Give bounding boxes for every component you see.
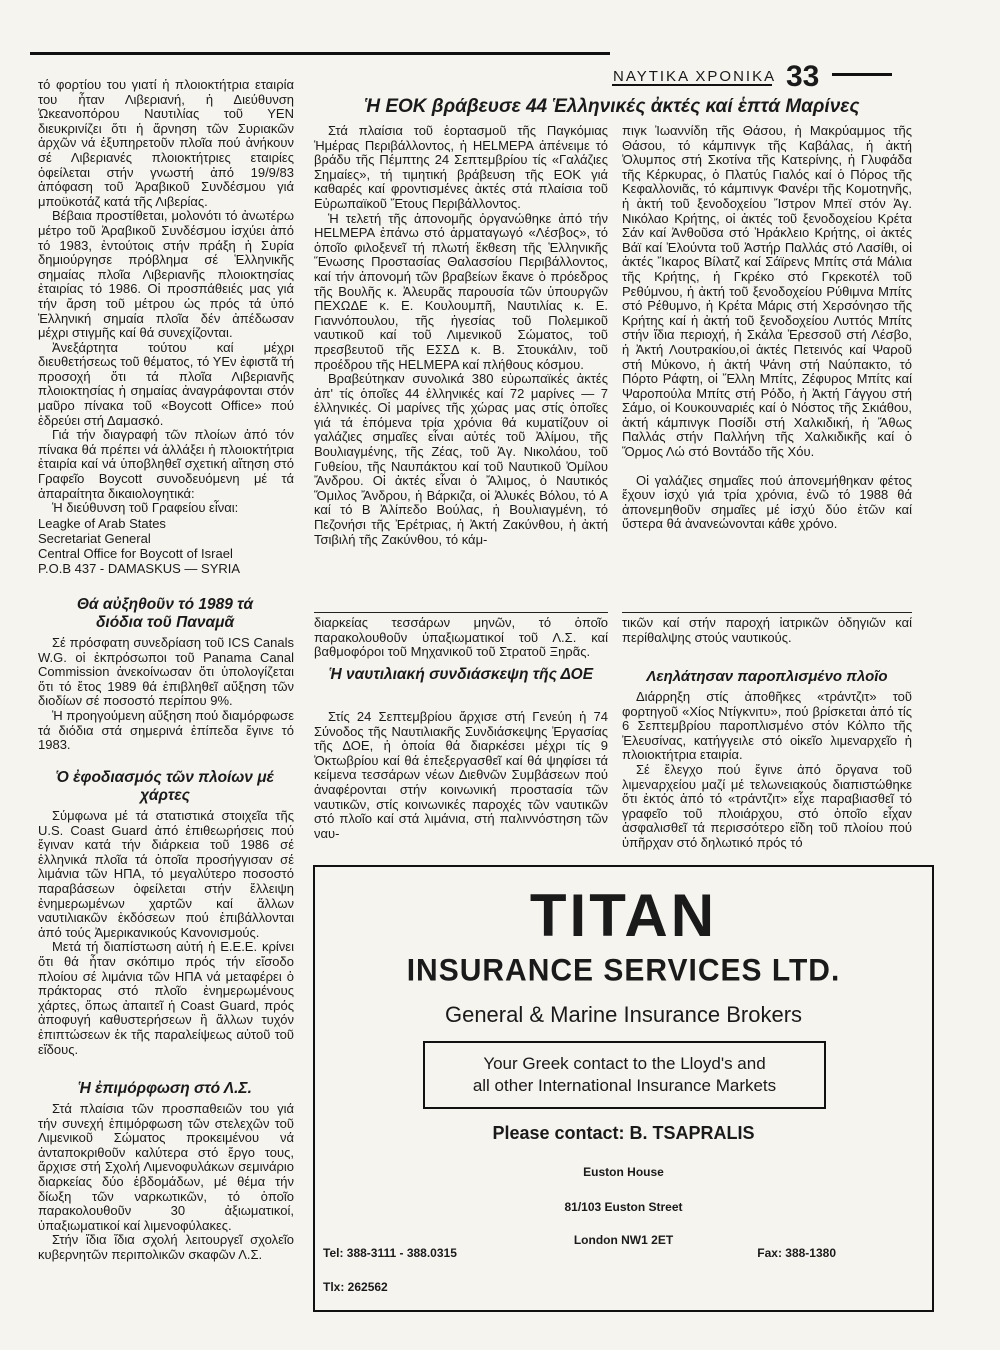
col1-headline-panama: Θά αὐξηθοῦν τό 1989 τά διόδια τοῦ Παναμᾶ [76,596,254,631]
ad-box-line: all other International Insurance Markets [472,1076,777,1095]
running-title: ΝΑΥΤΙΚΑ ΧΡΟΝΙΚΑ [613,68,777,85]
col2-divider [314,612,608,613]
col2-paragraph: Στίς 24 Σεπτεμβρίου ἄρχισε στή Γενεύη ἡ 74 Σύνοδος τῆς Ναυτιλιακῆς Συνδιάσκεψης Ἐργασίας τῆς ΔΟΕ, ἡ ὁποία θά διαρκέσει μέχρι τίς 9 Ὀκτωβρίου καί θά ἐπεξεργασθεῖ καί θά ψηφίσει τά κείμενα τεσσάρων νέων Διεθνῶν Συμβάσεων πού ἀναφέρονται στήν κοινωνική προστασία τῶν ναυτικῶν, στίς κοινωνικές παροχές τῶν ναυτικῶν στό πλοῖο καί στά λιμάνια, στή παλιννόστηση τῶν ναυ- [314,709,608,841]
column-1-panama [38,636,294,753]
col2-paragraph: Στά πλαίσια τοῦ ἑορτασμοῦ τῆς Παγκόμιας Ἡμέρας Περιβάλλοντος, ἡ HELMEPA ἀπένειμε τό βράδυ τῆς Πέμπτης 24 Σεπτεμβρίου τίς «Γαλάζιες Σημαίες», τή τιμητική βράβευση τῆς ΕΟΚ γιά καθαρές καί φροντισμένες ἀκτές στά πλαίσια τοῦ Εὐρωπαϊκοῦ Ἔτους Περιβάλλοντος. [314,123,608,211]
column-3-looting [622,690,912,851]
col2-continuation: διαρκείας τεσσάρων μηνῶν, τό ὁποῖο παρακολουθοῦν ὑπαξιωματικοί τοῦ Λ.Σ. καί βαθμοφόροι τοῦ Μηχανικοῦ τοῦ Στρατοῦ Ξηρᾶς. [314,615,608,660]
ad-company: INSURANCE SERVICES LTD. [406,953,841,988]
column-3 [622,124,912,532]
col3-divider [622,612,912,613]
ad-fax: Fax: 388-1380 [757,1246,836,1260]
col1-paragraph: Ἡ προηγούμενη αὔξηση πού διαμόρφωσε τά διόδια στά σημερινά ἐπίπεδα ἔγινε τό 1983. [38,707,294,753]
col3-paragraph: Οἱ γαλάζιες σημαῖες πού ἀπονεμήθηκαν φέτος ἔχουν ἰσχύ γιά τρία χρόνια, ἐνῶ τό 1988 θά ἀπονεμηθοῦν σημαῖες μέ ἰσχύ δύο ἐτῶν καί ὕστερα θά ἀνανεώνονται κάθε χρόνο. [622,472,912,532]
col1-paragraph: Βέβαια προστίθεται, μολονότι τό ἀνωτέρω μέτρο τοῦ Ἀραβικοῦ Συνδέσμου ἰσχύει ἀπό τό 1983, ἐντούτοις στήν πράξη ἡ Συρία δημιούργησε πρόβλημα σέ Ἑλληνικῆς σημαίας πλοῖα Λιβεριανῆς πλοιοκτησίας ἐταιρίας τό 1986. Οἱ προσπάθειές μας γιά τήν ἄρση τοῦ μέτρου ὡς πρός τά ὑπό Ἑλληνική σημαία πλοῖα δέν ἀπέδωσαν μέχρι στιγμῆς καί θά συνεχίζονται. [38,208,294,341]
col2-paragraph: Ἡ τελετή τῆς ἀπονομῆς ὀργανώθηκε ἀπό τήν HELMEPA ἐπάνω στό ἀρματαγωγό «Λέσβος», τό ὁποῖο φιλοξενεῖ τή πλωτή ἔκθεση τῆς Ἑλληνικῆς Ἕνωσης Προστασίας Θαλασσίου Περιβάλλοντος, καί τήν ἀπονομή τῶν βραβείων ἔκανε ὁ πρόεδρος τῆς Βουλῆς κ. Ἀλευρᾶς παρουσία τῶν ὑπουργῶν ΠΕΧΩΔΕ κ. Ε. Κουλουμπῆ, Ναυτιλίας κ. Ε. Γιαννόπουλου, τῆς ἡγεσίας τοῦ Πολεμικοῦ ναυτικοῦ καί τοῦ Λιμενικοῦ Σώματος, τοῦ πρεσβευτοῦ τῆς ΕΣΣΔ κ. Β. Στουκάλιν, τοῦ προέδρου τῆς HELMEPA καί πλήθους κόσμου. [314,210,608,372]
col1-headline-training: Ἡ ἐπιμόρφωση στό Λ.Σ. [78,1080,252,1097]
ad-telephone: Tel: 388-3111 - 388.0315 [323,1246,457,1260]
column-2-ilo [314,710,608,841]
col1-paragraph: τό φορτίου του γιατί ἡ πλοιοκτήτρια εταιρία του ἦταν Λιβεριανή, ἡ Διεύθυνση Ὠκεανοπόρου Ναυτιλίας τοῦ ΥΕΝ διευκρινίζει ὅτι ἡ ἄρνηση τῶν Συριακῶν ἀρχῶν νά ἐξυπηρετοῦν πλοῖα πού ἀνήκουν σέ Λιβεριανές πλοιοκτήτριες εταιρίες ὀφείλεται στήν γνωστή ἀπό 19/9/83 ἀπόφαση τοῦ Ἀραβικοῦ Συνδέσμου γιά μποϋκοτάζ κατά τῆς Λιβερίας. [38,77,294,209]
ad-address-line: 81/103 Euston Street [564,1200,683,1214]
address-line: Secretariat General [38,530,151,546]
col3-paragraph: Διάρρηξη στίς ἀποθῆκες «τράντζιτ» τοῦ φορτηγοῦ «Χίος Ντίγκνιτυ», πού βρίσκεται ἀπό τίς 6 Σεπτεμβρίου παροπλισμένο στόν Κόλπο τῆς Ἐλευσίνας, κατήγγειλε στό οἰκεῖο λιμεναρχεῖο ἡ πλοιοκτήτρια εταιρία. [622,689,912,763]
col2-paragraph: Βραβεύτηκαν συνολικά 380 εὐρωπαϊκές ἀκτές ἀπ' τίς ὁποῖες 44 ἑλληνικές καί 72 μαρίνες — 7 ἑλληνικές. Οἱ μαρίνες τῆς χώρας μας στίς ὁποῖες γιά τά ἑπόμενα τρία χρόνια θά κυματίζουν οἱ γαλάζιες σημαῖες εἶναι αὐτές τοῦ Ἀλίμου, τῆς Βουλιαγμένης, τῆς Ζέας, τοῦ Ἀγ. Νικολάου, τοῦ Γυθείου, τῆς Ναυπάκτου καί τοῦ Ναυτικοῦ Ὀμίλου Ἄνδρου. Οἱ ἀκτές εἶναι ὁ Ἄλιμος, ὁ Ναυτικός Ὅμιλος Ἄνδρου, ἡ Βάρκιζα, οἱ Ἀλυκές Βόλου, τό Α καί τό Β Ἀλίπεδο Βούλας, ἡ Βουλιαγμένη, τό Πεζονήσι τῆς Ἐρέτριας, ἡ Ἀκτή Ζακύνθου, ἡ ἀκτή Τσιβιλή τῆς Ζακύνθου, τό κάμ- [314,371,608,547]
ad-contact-box [423,1041,826,1109]
col1-paragraph: Σέ πρόσφατη συνεδρίαση τοῦ ICS Canals W.G. οἱ ἐκπρόσωποι τοῦ Panama Canal Commission ἀνεκοίνωσαν ὅτι ὑπολογίζεται ὅτι τό ἔτος 1989 θά ἐπιβληθεῖ αὔξηση τῶν διοδίων σέ ποσοστό περίπου 9%. [38,635,294,709]
col1-paragraph: Στήν ἴδια ἴδια σχολή λειτουργεῖ σχολεῖο κυβερνητῶν περιπολικῶν σκαφῶν Λ.Σ. [38,1232,294,1262]
column-2-continued [314,616,608,660]
ad-address-line: London NW1 2ET [573,1233,674,1247]
ad-telex: Tlx: 262562 [323,1280,388,1294]
ad-contact-person: Please contact: B. TSAPRALIS [492,1123,755,1143]
col3-paragraph: πιγκ Ἰωαννίδη τῆς Θάσου, ἡ Μακρύαμμος τῆς Θάσου, τό κάμπινγκ τῆς Καβάλας, ἡ ἀκτή Ὀλυμπος στή Σκοτίνα τῆς Κατερίνης, ἡ Γλυφάδα τῆς Κέρκυρας, ὁ Πλατύς Γιαλός καί ὁ Πόρος τῆς Κεφαλλονιᾶς, τό κάμπινγκ Φανέρι τῆς Κομοτηνῆς, ἡ ἀκτή τοῦ ξενοδοχείου Ἴστρον Μπεϊ στόν Ἀγ. Νικόλαο Κρήτης, οἱ ἀκτές τοῦ ξενοδοχείου Κρέτα Σάν καί Ἀνθοῦσα στό Ἡράκλειο Κρήτης, οἱ ἀκτές Βάϊ καί Ἐλούντα τοῦ Ἀστήρ Παλλάς στό Λασίθι, οἱ ἀκτές Ἴκαρος Βίλατζ καί Σάϊρενς Μπίτς στά Μάλια τῆς Κρήτης, ἡ Γκρέκο στό Γκρεκοτέλ τοῦ Ρεθύμνου, ἡ ἀκτή τοῦ ξενοδοχείου Ρύθιμνα Μπίτς στό Ρέθυμνο, ἡ Κρέτα Μάρις στή Χερσόνησο τῆς Κρήτης καί ἡ ἀκτή τοῦ ξενοδοχείου Λυττός Μπίτς στήν ἴδια περιοχή, ἡ Σκάλα Ἐρεσσοῦ στή Λέσβο, ἡ Ἀκτή Λουτρακίου,οἱ ἀκτές Πετεινός καί Ψαροῦ στή Μύκονο, ἡ ἀκτή Ψάνη στή Ναύπακτο, τό Πόρτο Ράφτη, οἱ Ἔλλη Μπίτς, Ζέφυρος Μπίτς καί Ψαροπούλα Μπίτς στή Ρόδο, ἡ Ἀκτή Γάγγου στή Σάμο, οἱ Κουκουναριές καί ὁ Νόστος τῆς Σκιάθου, ἀκτή κάμπινγκ Ποσίδι στή Χαλκιδική, ἡ Ἄθως Παλλάς στήν Παλλήνη τῆς Χαλκιδικῆς καί ὁ Ὅρμος Λώ στό Βοντάδο τῆς Χόυ. [622,123,912,460]
column-3-continued [622,616,912,645]
address-line: P.O.B 437 - DAMASKUS — SYRIA [38,560,241,576]
ad-address-line: Euston House [583,1165,664,1179]
col1-paragraph: Ἡ διεύθυνση τοῦ Γραφείου εἶναι: [52,500,239,516]
col1-headline-charts: Ὁ ἐφοδιασμός τῶν πλοίων μέ χάρτες [56,769,274,804]
col1-paragraph: Ἀνεξάρτητα τούτου καί μέχρι διευθετήσεως τοῦ θέματος, τό ΥΕν ἐφιστᾶ τή προσοχή ὅτι τά πλοῖα Λιβεριανῆς πλοιοκτησίας ἡ σημαίας ἀναγράφονται στόν μαῦρο πίνακα τοῦ «Boycott Office» πού ἑδρεύει στή Δαμασκό. [38,339,294,428]
col1-paragraph: Σύμφωνα μέ τά στατιστικά στοιχεῖα τῆς U.S. Coast Guard ἀπό ἐπιθεωρήσεις πού ἔγιναν κατά τήν διάρκεια τοῦ 1986 σέ ἑλληνικά πλοῖα τά ὁποῖα προσήγγισαν σέ λιμάνια τῶν ΗΠΑ, τό μεγαλύτερο ποσοστό παραβάσεων ὀφείλεται στήν ἔλλειψη ἐνημερωμένων χαρτῶν καί ἄλλων ναυτιλιακῶν ἐκδόσεων πού ἐπιβάλλονται ἀπό τούς Ἀμερικανικούς Κανονισμούς. [38,808,294,940]
page-number: 33 [786,60,820,93]
column-1-training [38,1102,294,1263]
main-headline: Ἡ ΕΟΚ βράβευσε 44 Ἑλληνικές ἀκτές καί ἑπτά Μαρίνες [364,96,860,117]
column-1-charts [38,809,294,1057]
header-rule-right [832,73,892,76]
header-rule-left [30,52,610,55]
col1-paragraph: Μετά τή διαπίστωση αὐτή ἡ Ε.Ε.Ε. κρίνει ὅτι θά ἦταν σκόπιμο πρός τήν εἴσοδο πλοίου σέ λιμάνια τῶν ΗΠΑ νά μεταφέρει ὁ πράκτορας στό πλοῖο ἐνημερωμένους χάρτες, ὅπως ἀπαιτεῖ ἡ Coast Guard, πρός ἀποφυγή καθυστερήσεων ἢ ἄλλων τυχόν ἐπιπτώσεων ἐκ τῆς παραλείψεως αὐτοῦ τοῦ εἴδους. [38,939,294,1057]
ad-brand: TITAN [529,882,718,949]
col1-paragraph: Στά πλαίσια τῶν προσπαθειῶν του γιά τήν συνεχή ἐπιμόρφωση τῶν στελεχῶν τοῦ Λιμενικοῦ Σώματος προκειμένου νά ἀνταποκριθοῦν καλύτερα στό ἔργο τους, ἄρχισε στή Σχολή Λιμενοφυλάκων σεμινάριο διαρκείας δύο ἑβδομάδων, μέ θέμα τήν δίωξη τῶν ναρκωτικῶν, τό ὁποῖο παρακολουθοῦν 30 ἀξιωματικοί, ὑπαξιωματικοί καί λιμενοφύλακες. [38,1101,294,1233]
column-1 [38,78,294,576]
address-line: Central Office for Boycott of Israel [38,545,233,561]
col1-paragraph: Γιά τήν διαγραφή τῶν πλοίων ἀπό τόν πίνακα θά πρέπει νά ἀλλάξει ἡ πλοιοκτήτρια ἐταιρία καί νά ὑποβληθεῖ σχετική αἴτηση στό Γραφεῖο Boycott συνοδευόμενη μέ τά ἀπαραίτητα δικαιολογητικά: [38,427,294,501]
col2-headline-ilo: Ἡ ναυτιλιακή συνδιάσκεψη τῆς ΔΟΕ [328,666,594,683]
address-line: Leagke of Arab States [38,515,166,531]
col3-paragraph: Σέ ἔλεγχο πού ἔγινε ἀπό ὄργανα τοῦ λιμεναρχείου μαζί μέ τελωνειακούς διαπιστώθηκε ὅτι ἐκτός ἀπό τό «τράντζιτ» εἶχε παραβιασθεῖ τό γραφεῖο τοῦ πλοιάρχου, στό ὁποῖο εἶχαν ἀσφαλισθεῖ τά περισσότερο εἴδη τοῦ πλοίου πού ὑπῆρχαν στό δηλωτικό πρός τό [622,761,912,850]
titan-advertisement [313,865,934,1312]
ad-tagline: General & Marine Insurance Brokers [444,1002,803,1027]
col3-headline-looting: Λεηλάτησαν παροπλισμένο πλοῖο [646,668,888,685]
ad-box-line: Your Greek contact to the Lloyd's and [483,1054,766,1073]
col3-continuation: τικῶν καί στήν παροχή ἰατρικῶν ὁδηγιῶν καί περίθαλψης στούς ναυτικούς. [622,615,912,645]
column-2 [314,124,608,547]
